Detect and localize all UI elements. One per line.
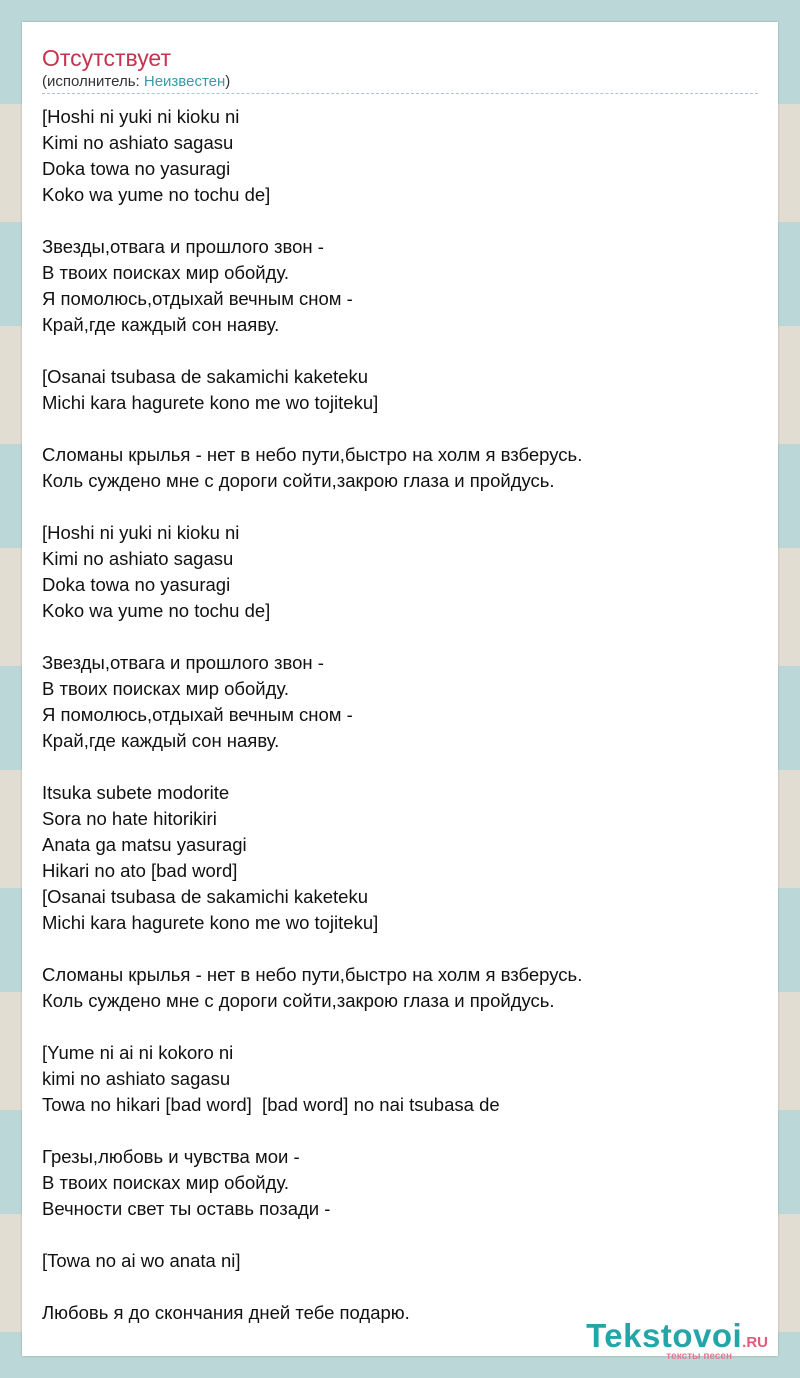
lyric-line: Michi kara hagurete kono me wo tojiteku] bbox=[42, 912, 379, 933]
lyric-line: Сломаны крылья - нет в небо пути,быстро на холм я взберусь. bbox=[42, 444, 583, 465]
lyric-blank-line bbox=[42, 936, 762, 962]
lyric-line: Kimi no ashiato sagasu bbox=[42, 132, 234, 153]
lyric-blank-line bbox=[42, 494, 762, 520]
lyrics-text bbox=[42, 104, 762, 1326]
lyric-line: Towa no hikari [bad word] [bad word] no nai tsubasa de bbox=[42, 1094, 500, 1115]
site-logo[interactable] bbox=[586, 1317, 768, 1362]
lyric-line: В твоих поисках мир обойду. bbox=[42, 262, 289, 283]
lyric-line: Коль суждено мне с дороги сойти,закрою глаза и пройдусь. bbox=[42, 470, 555, 491]
lyric-blank-line bbox=[42, 624, 762, 650]
lyric-blank-line bbox=[42, 1222, 762, 1248]
lyric-blank-line bbox=[42, 1274, 762, 1300]
lyric-line: [Towa no ai wo anata ni] bbox=[42, 1250, 241, 1271]
lyrics-card bbox=[22, 22, 778, 1362]
lyric-line: [Yume ni ai ni kokoro ni bbox=[42, 1042, 234, 1063]
lyric-blank-line bbox=[42, 754, 762, 780]
lyric-line: Звезды,отвага и прошлого звон - bbox=[42, 652, 324, 673]
lyric-line: Hikari no ato [bad word] bbox=[42, 860, 238, 881]
logo-tagline: тексты песен bbox=[666, 1351, 732, 1362]
lyric-line: Anata ga matsu yasuragi bbox=[42, 834, 247, 855]
lyric-line: [Osanai tsubasa de sakamichi kaketeku bbox=[42, 886, 368, 907]
lyric-line: Doka towa no yasuragi bbox=[42, 574, 231, 595]
lyric-line: Michi kara hagurete kono me wo tojiteku] bbox=[42, 392, 379, 413]
lyric-line: Kimi no ashiato sagasu bbox=[42, 548, 234, 569]
lyric-line: Sora no hate hitorikiri bbox=[42, 808, 217, 829]
lyric-blank-line bbox=[42, 1014, 762, 1040]
artist-link[interactable]: Неизвестен bbox=[143, 73, 226, 90]
lyric-line: Грезы,любовь и чувства мои - bbox=[42, 1146, 300, 1167]
artist-suffix: ) bbox=[225, 73, 231, 90]
logo-wordmark: Tekstovoi bbox=[586, 1317, 743, 1354]
lyric-blank-line bbox=[42, 1118, 762, 1144]
song-title: Отсутствует bbox=[42, 45, 171, 71]
lyric-line: Край,где каждый сон наяву. bbox=[42, 730, 280, 751]
lyric-line: Любовь я до скончания дней тебе подарю. bbox=[42, 1302, 410, 1323]
lyric-line: Вечности свет ты оставь позади - bbox=[42, 1198, 331, 1219]
lyric-line: [Osanai tsubasa de sakamichi kaketeku bbox=[42, 366, 368, 387]
lyric-line: В твоих поисках мир обойду. bbox=[42, 678, 289, 699]
logo-tld: .RU bbox=[742, 1334, 768, 1351]
lyric-line: [Hoshi ni yuki ni kioku ni bbox=[42, 522, 240, 543]
dashed-divider bbox=[42, 93, 758, 94]
lyric-line: Край,где каждый сон наяву. bbox=[42, 314, 280, 335]
artist-prefix: (исполнитель: bbox=[42, 73, 144, 90]
lyric-line: kimi no ashiato sagasu bbox=[42, 1068, 231, 1089]
lyric-line: Koko wa yume no tochu de] bbox=[42, 600, 271, 621]
lyric-blank-line bbox=[42, 416, 762, 442]
lyric-line: Koko wa yume no tochu de] bbox=[42, 184, 271, 205]
lyric-line: Звезды,отвага и прошлого звон - bbox=[42, 236, 324, 257]
lyric-line: В твоих поисках мир обойду. bbox=[42, 1172, 289, 1193]
lyric-line: [Hoshi ni yuki ni kioku ni bbox=[42, 106, 240, 127]
lyric-line: Itsuka subete modorite bbox=[42, 782, 230, 803]
lyric-line: Я помолюсь,отдыхай вечным сном - bbox=[42, 704, 353, 725]
lyric-line: Doka towa no yasuragi bbox=[42, 158, 231, 179]
lyric-line: Я помолюсь,отдыхай вечным сном - bbox=[42, 288, 353, 309]
lyric-line: Коль суждено мне с дороги сойти,закрою глаза и пройдусь. bbox=[42, 990, 555, 1011]
artist-line bbox=[42, 73, 230, 91]
lyric-blank-line bbox=[42, 208, 762, 234]
lyric-blank-line bbox=[42, 338, 762, 364]
lyric-line: Сломаны крылья - нет в небо пути,быстро на холм я взберусь. bbox=[42, 964, 583, 985]
